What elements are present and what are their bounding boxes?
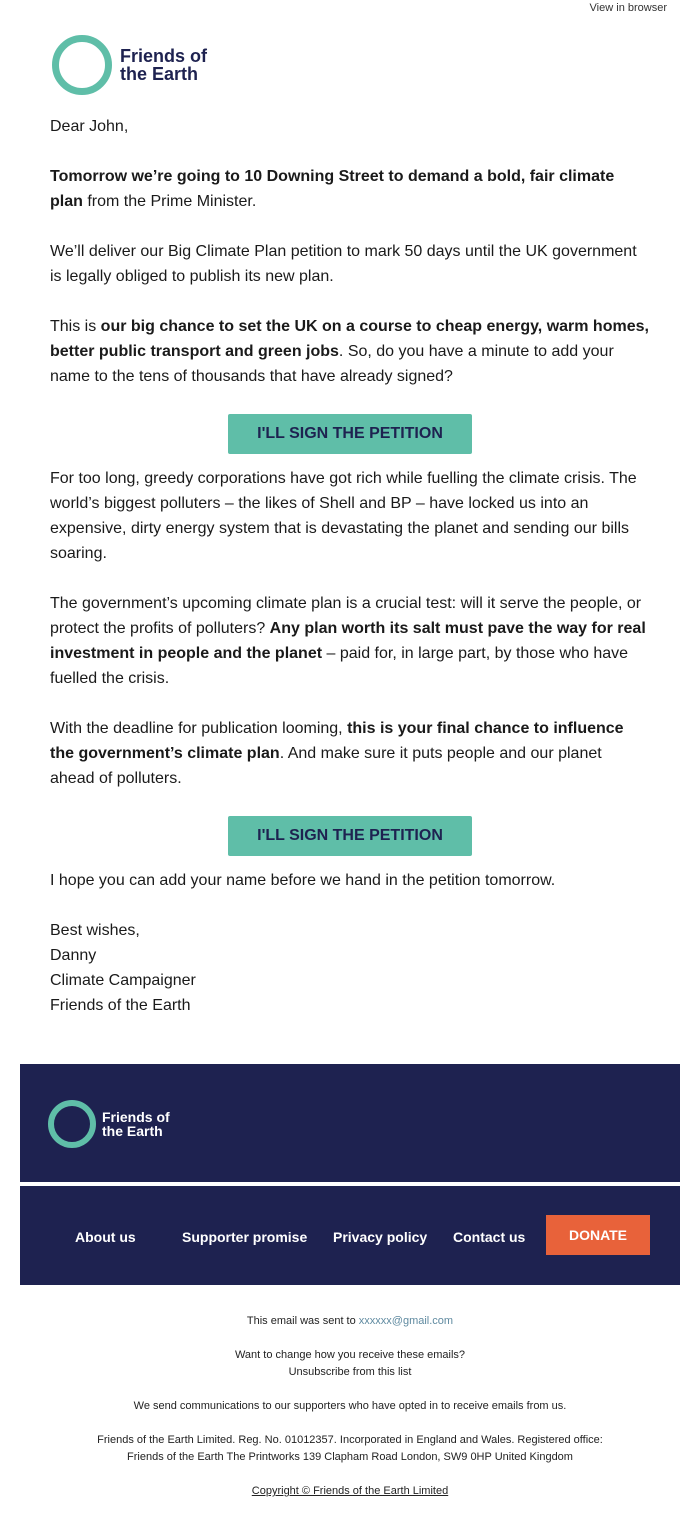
- footer-logo-band: [20, 1064, 680, 1182]
- paragraph-3: [50, 314, 650, 389]
- footer-link-about-us[interactable]: About us: [75, 1229, 136, 1245]
- paragraph-7: I hope you can add your name before we hand in the petition tomorrow.: [50, 872, 556, 889]
- cta-wrapper-2: [50, 816, 650, 856]
- paragraph-6-start: With the deadline for publication looming,: [50, 720, 348, 737]
- paragraph-6: [50, 716, 650, 791]
- donate-button[interactable]: DONATE: [546, 1215, 650, 1255]
- paragraph-1-rest: from the Prime Minister.: [82, 193, 257, 210]
- legal-footer: [20, 1313, 680, 1517]
- view-in-browser-link[interactable]: View in browser: [589, 2, 667, 14]
- sent-to-prefix: This email was sent to: [246, 1315, 359, 1327]
- company-info: [20, 1432, 680, 1466]
- friends-of-the-earth-logo[interactable]: [52, 35, 207, 95]
- signoff-line-1: Best wishes,: [50, 922, 140, 939]
- sent-to-line: [20, 1313, 680, 1330]
- paragraph-2: We’ll deliver our Big Climate Plan petition to mark 50 days until the UK government is legally obliged to publish its new plan.: [50, 243, 637, 285]
- footer-link-contact-us[interactable]: Contact us: [453, 1229, 526, 1245]
- signoff-name: Danny: [50, 947, 97, 964]
- logo-wordmark: [120, 47, 207, 83]
- paragraph-1-bold: Tomorrow we’re going to 10 Downing Street to demand a bold, fair climate plan: [50, 168, 615, 210]
- email-body: [50, 114, 650, 1018]
- footer-logo-line-2: the Earth: [102, 1123, 163, 1139]
- paragraph-3-rest: . So, do you have a minute to add your name to the tens of thousands that have already signed?: [50, 343, 614, 385]
- paragraph-4: For too long, greedy corporations have got rich while fuelling the climate crisis. The world’s biggest polluters – the likes of Shell and BP – have locked us into an expensive, dirty energy system that is devastating the planet and sending our bills soaring.: [50, 470, 637, 562]
- paragraph-5-start: The government’s upcoming climate plan is a crucial test: will it serve the people, or protect the profits of polluters?: [50, 595, 642, 637]
- paragraph-3-start: This is: [50, 318, 101, 335]
- logo-line-1: Friends of: [120, 46, 208, 66]
- paragraph-5: [50, 591, 650, 691]
- paragraph-6-bold: this is your final chance to influence the government’s climate plan: [50, 720, 624, 762]
- footer-link-privacy-policy[interactable]: Privacy policy: [333, 1229, 428, 1245]
- footer-nav-band: [20, 1186, 680, 1285]
- preferences-block: [20, 1347, 680, 1381]
- signoff-org: Friends of the Earth: [50, 997, 191, 1014]
- paragraph-6-rest: . And make sure it puts people and our planet ahead of polluters.: [50, 745, 602, 787]
- copyright-link[interactable]: Copyright © Friends of the Earth Limited: [251, 1485, 449, 1497]
- copyright-block: [20, 1483, 680, 1500]
- footer-logo[interactable]: [48, 1100, 170, 1148]
- company-info-line-1: Friends of the Earth Limited. Reg. No. 01012357. Incorporated in England and Wales. Registered office:: [97, 1434, 603, 1446]
- company-info-line-2: Friends of the Earth The Printworks 139 Clapham Road London, SW9 0HP United Kingdom: [127, 1451, 573, 1463]
- footer-logo-ring-icon: [48, 1100, 96, 1148]
- paragraph-5-bold: Any plan worth its salt must pave the way for real investment in people and the planet: [50, 620, 646, 662]
- footer-logo-wordmark: [102, 1110, 170, 1138]
- footer-link-supporter-promise[interactable]: Supporter promise: [182, 1229, 308, 1245]
- opted-in-notice: We send communications to our supporters who have opted in to receive emails from us.: [133, 1400, 567, 1412]
- greeting: Dear John,: [50, 118, 129, 135]
- signoff-role: Climate Campaigner: [50, 972, 196, 989]
- paragraph-5-rest: – paid for, in large part, by those who have fuelled the crisis.: [50, 645, 629, 687]
- sign-petition-button[interactable]: I'LL SIGN THE PETITION: [228, 414, 472, 454]
- cta-wrapper-1: [50, 414, 650, 454]
- sign-petition-button-2[interactable]: I'LL SIGN THE PETITION: [228, 816, 472, 856]
- change-preferences-text: Want to change how you receive these emails?: [234, 1349, 466, 1361]
- logo-line-2: the Earth: [120, 64, 199, 84]
- recipient-email-link[interactable]: xxxxxx@gmail.com: [358, 1315, 454, 1327]
- logo-ring-icon: [52, 35, 112, 95]
- footer-logo-line-1: Friends of: [102, 1109, 170, 1125]
- paragraph-3-bold: our big chance to set the UK on a course to cheap energy, warm homes, better public transport and green jobs: [50, 318, 649, 360]
- paragraph-1: [50, 164, 650, 214]
- signoff: [50, 918, 650, 1018]
- unsubscribe-link[interactable]: Unsubscribe from this list: [288, 1366, 412, 1378]
